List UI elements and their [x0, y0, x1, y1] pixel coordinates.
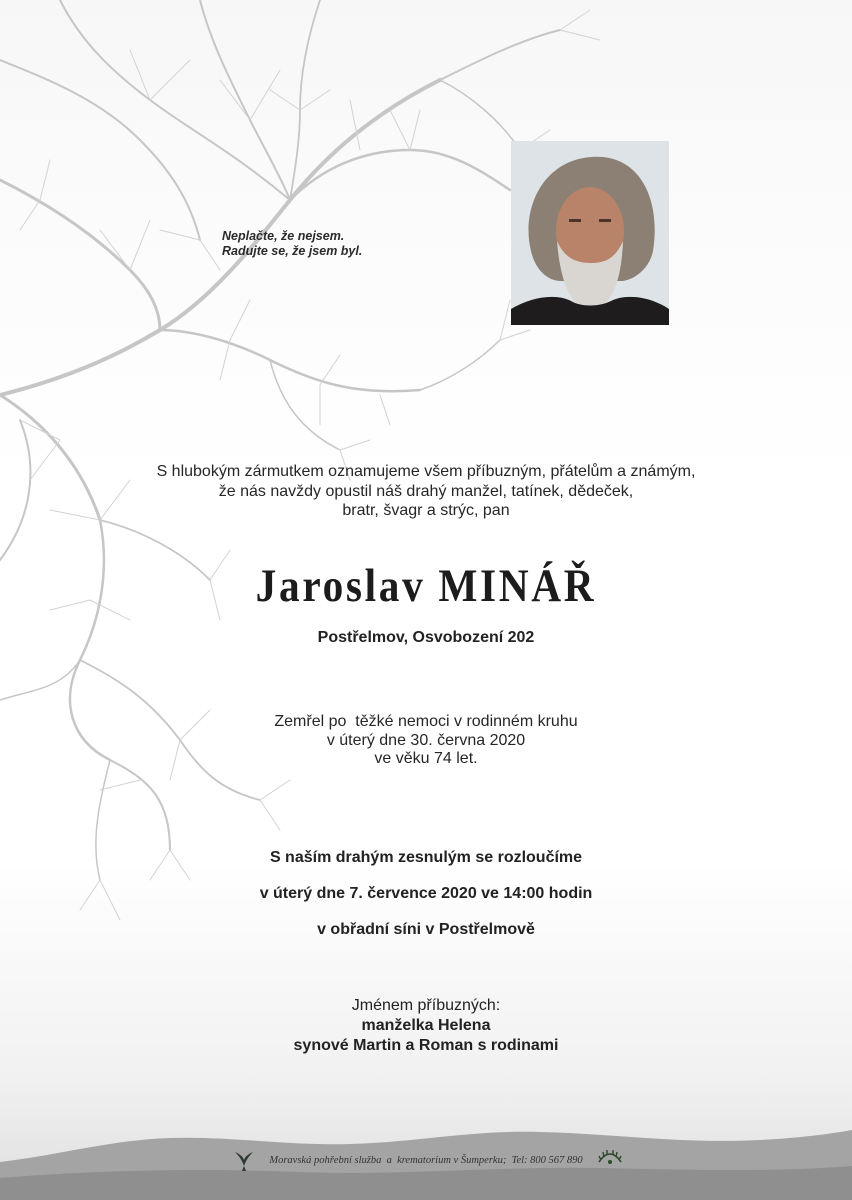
funeral-details	[150, 840, 702, 948]
announcement-text	[80, 462, 772, 521]
portrait-photo	[511, 141, 669, 325]
wreath-logo-icon	[597, 1148, 619, 1172]
death-line-1: Zemřel po těžké nemoci v rodinném kruhu	[274, 713, 578, 730]
announcement-line-3: bratr, švagr a strýc, pan	[342, 502, 510, 519]
deceased-address: Postřelmov, Osvobození 202	[317, 629, 535, 646]
family-signature	[150, 996, 702, 1056]
bird-logo-icon	[233, 1148, 255, 1172]
deceased-name: Jaroslav MINÁŘ	[255, 560, 597, 612]
quote-line-1: Neplačte, že nejsem.	[222, 229, 345, 243]
family-intro: Jménem příbuzných:	[351, 997, 501, 1014]
quote-line-2: Radujte se, že jsem byl.	[222, 244, 363, 258]
memorial-quote	[222, 229, 422, 259]
announcement-line-1: S hlubokým zármutkem oznamujeme všem příbuzným, přátelům a známým,	[156, 463, 696, 480]
funeral-line-2: v úterý dne 7. července 2020 ve 14:00 hodin	[259, 885, 593, 902]
funeral-line-3: v obřadní síni v Postřelmově	[317, 921, 535, 938]
footer	[150, 1150, 702, 1170]
footer-text: Moravská pohřební služba a krematorium v Šumperku; Tel: 800 567 890	[269, 1154, 583, 1166]
announcement-line-2: že nás navždy opustil náš drahý manžel, tatínek, dědeček,	[218, 482, 634, 500]
death-line-3: ve věku 74 let.	[374, 750, 478, 767]
family-line-1: manželka Helena	[361, 1017, 491, 1034]
death-line-2: v úterý dne 30. června 2020	[326, 731, 526, 749]
funeral-line-1: S naším drahým zesnulým se rozloučíme	[269, 849, 583, 866]
family-line-2: synové Martin a Roman s rodinami	[293, 1037, 559, 1054]
death-details	[150, 713, 702, 769]
